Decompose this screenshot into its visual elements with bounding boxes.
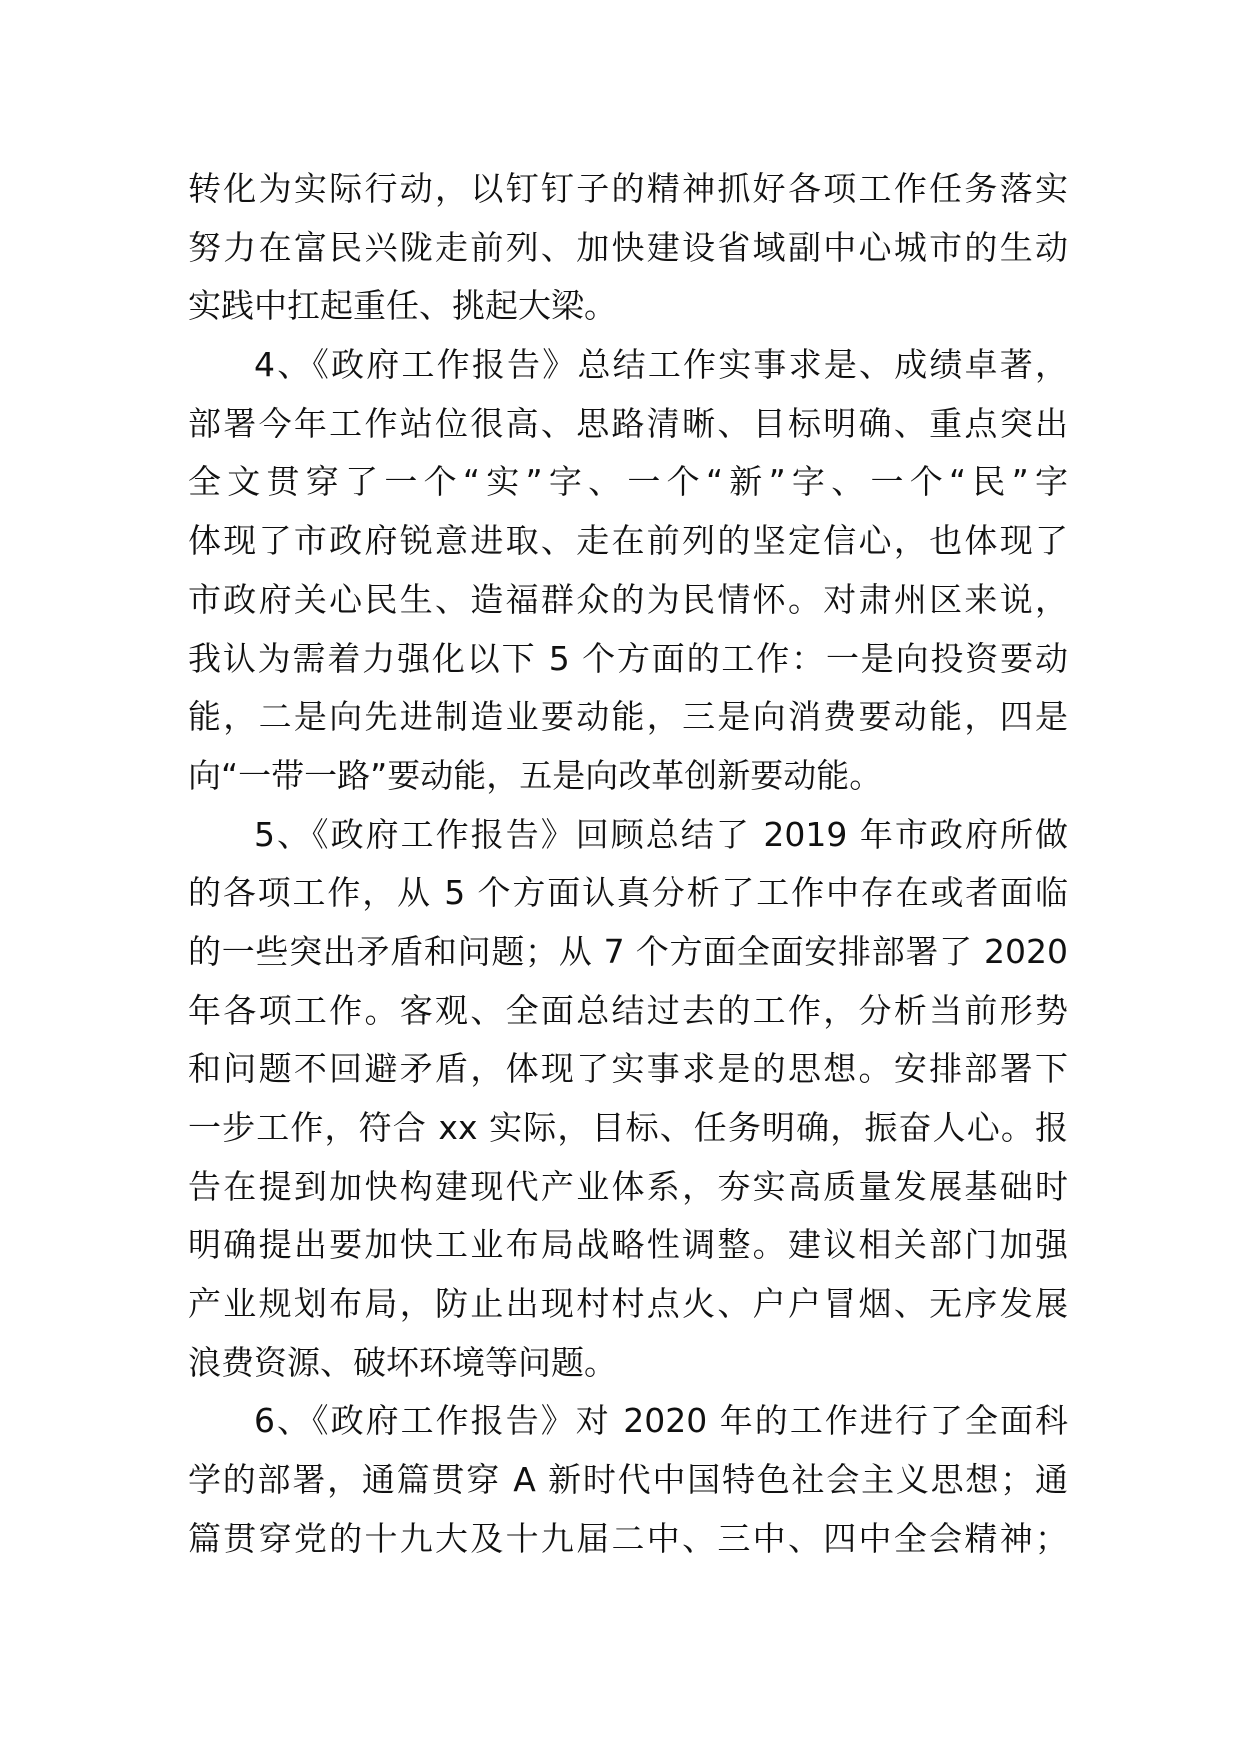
text-line: 明确提出要加快工业布局战略性调整。建议相关部门加强 <box>188 1225 1068 1265</box>
text-line: 全文贯穿了一个“实”字、一个“新”字、一个“民”字 <box>188 462 1068 502</box>
text-line: 转化为实际行动，以钉钉子的精神抓好各项工作任务落实 <box>188 169 1068 208</box>
text-line: 实践中扛起重任、挑起大梁。 <box>188 286 617 326</box>
text-line: 篇贯穿党的十九大及十九届二中、三中、四中全会精神； <box>188 1518 1068 1558</box>
text-line: 市政府关心民生、造福群众的为民情怀。对肃州区来说， <box>188 579 1068 619</box>
paragraph-first-line: 5、《政府工作报告》回顾总结了 2019 年市政府所做 <box>254 814 1068 854</box>
text-line: 的各项工作，从 5 个方面认真分析了工作中存在或者面临 <box>188 873 1068 913</box>
document-body <box>188 160 1068 1569</box>
text-line: 产业规划布局，防止出现村村点火、户户冒烟、无序发展 <box>188 1284 1068 1324</box>
text-line: 向“一带一路”要动能，五是向改革创新要动能。 <box>188 755 883 795</box>
text-line: 体现了市政府锐意进取、走在前列的坚定信心，也体现了 <box>188 521 1068 561</box>
text-line: 浪费资源、破坏环境等问题。 <box>188 1342 617 1382</box>
text-line: 的一些突出矛盾和问题；从 7 个方面全面安排部署了 2020 <box>188 931 1068 971</box>
text-line: 能，二是向先进制造业要动能，三是向消费要动能，四是 <box>188 697 1068 737</box>
paragraph-first-line: 6、《政府工作报告》对 2020 年的工作进行了全面科 <box>254 1401 1068 1441</box>
text-line: 年各项工作。客观、全面总结过去的工作，分析当前形势 <box>188 990 1068 1030</box>
text-line: 告在提到加快构建现代产业体系，夯实高质量发展基础时 <box>188 1166 1068 1206</box>
text-line: 我认为需着力强化以下 5 个方面的工作：一是向投资要动 <box>188 638 1068 678</box>
text-line: 一步工作，符合 xx 实际，目标、任务明确，振奋人心。报 <box>188 1108 1068 1147</box>
text-line: 和问题不回避矛盾，体现了实事求是的思想。安排部署下 <box>188 1049 1068 1089</box>
paragraph-first-line: 4、《政府工作报告》总结工作实事求是、成绩卓著， <box>254 345 1068 385</box>
text-line: 学的部署，通篇贯穿 A 新时代中国特色社会主义思想；通 <box>188 1460 1068 1500</box>
text-line: 努力在富民兴陇走前列、加快建设省域副中心城市的生动 <box>188 227 1068 267</box>
text-line: 部署今年工作站位很高、思路清晰、目标明确、重点突出 <box>188 403 1068 443</box>
